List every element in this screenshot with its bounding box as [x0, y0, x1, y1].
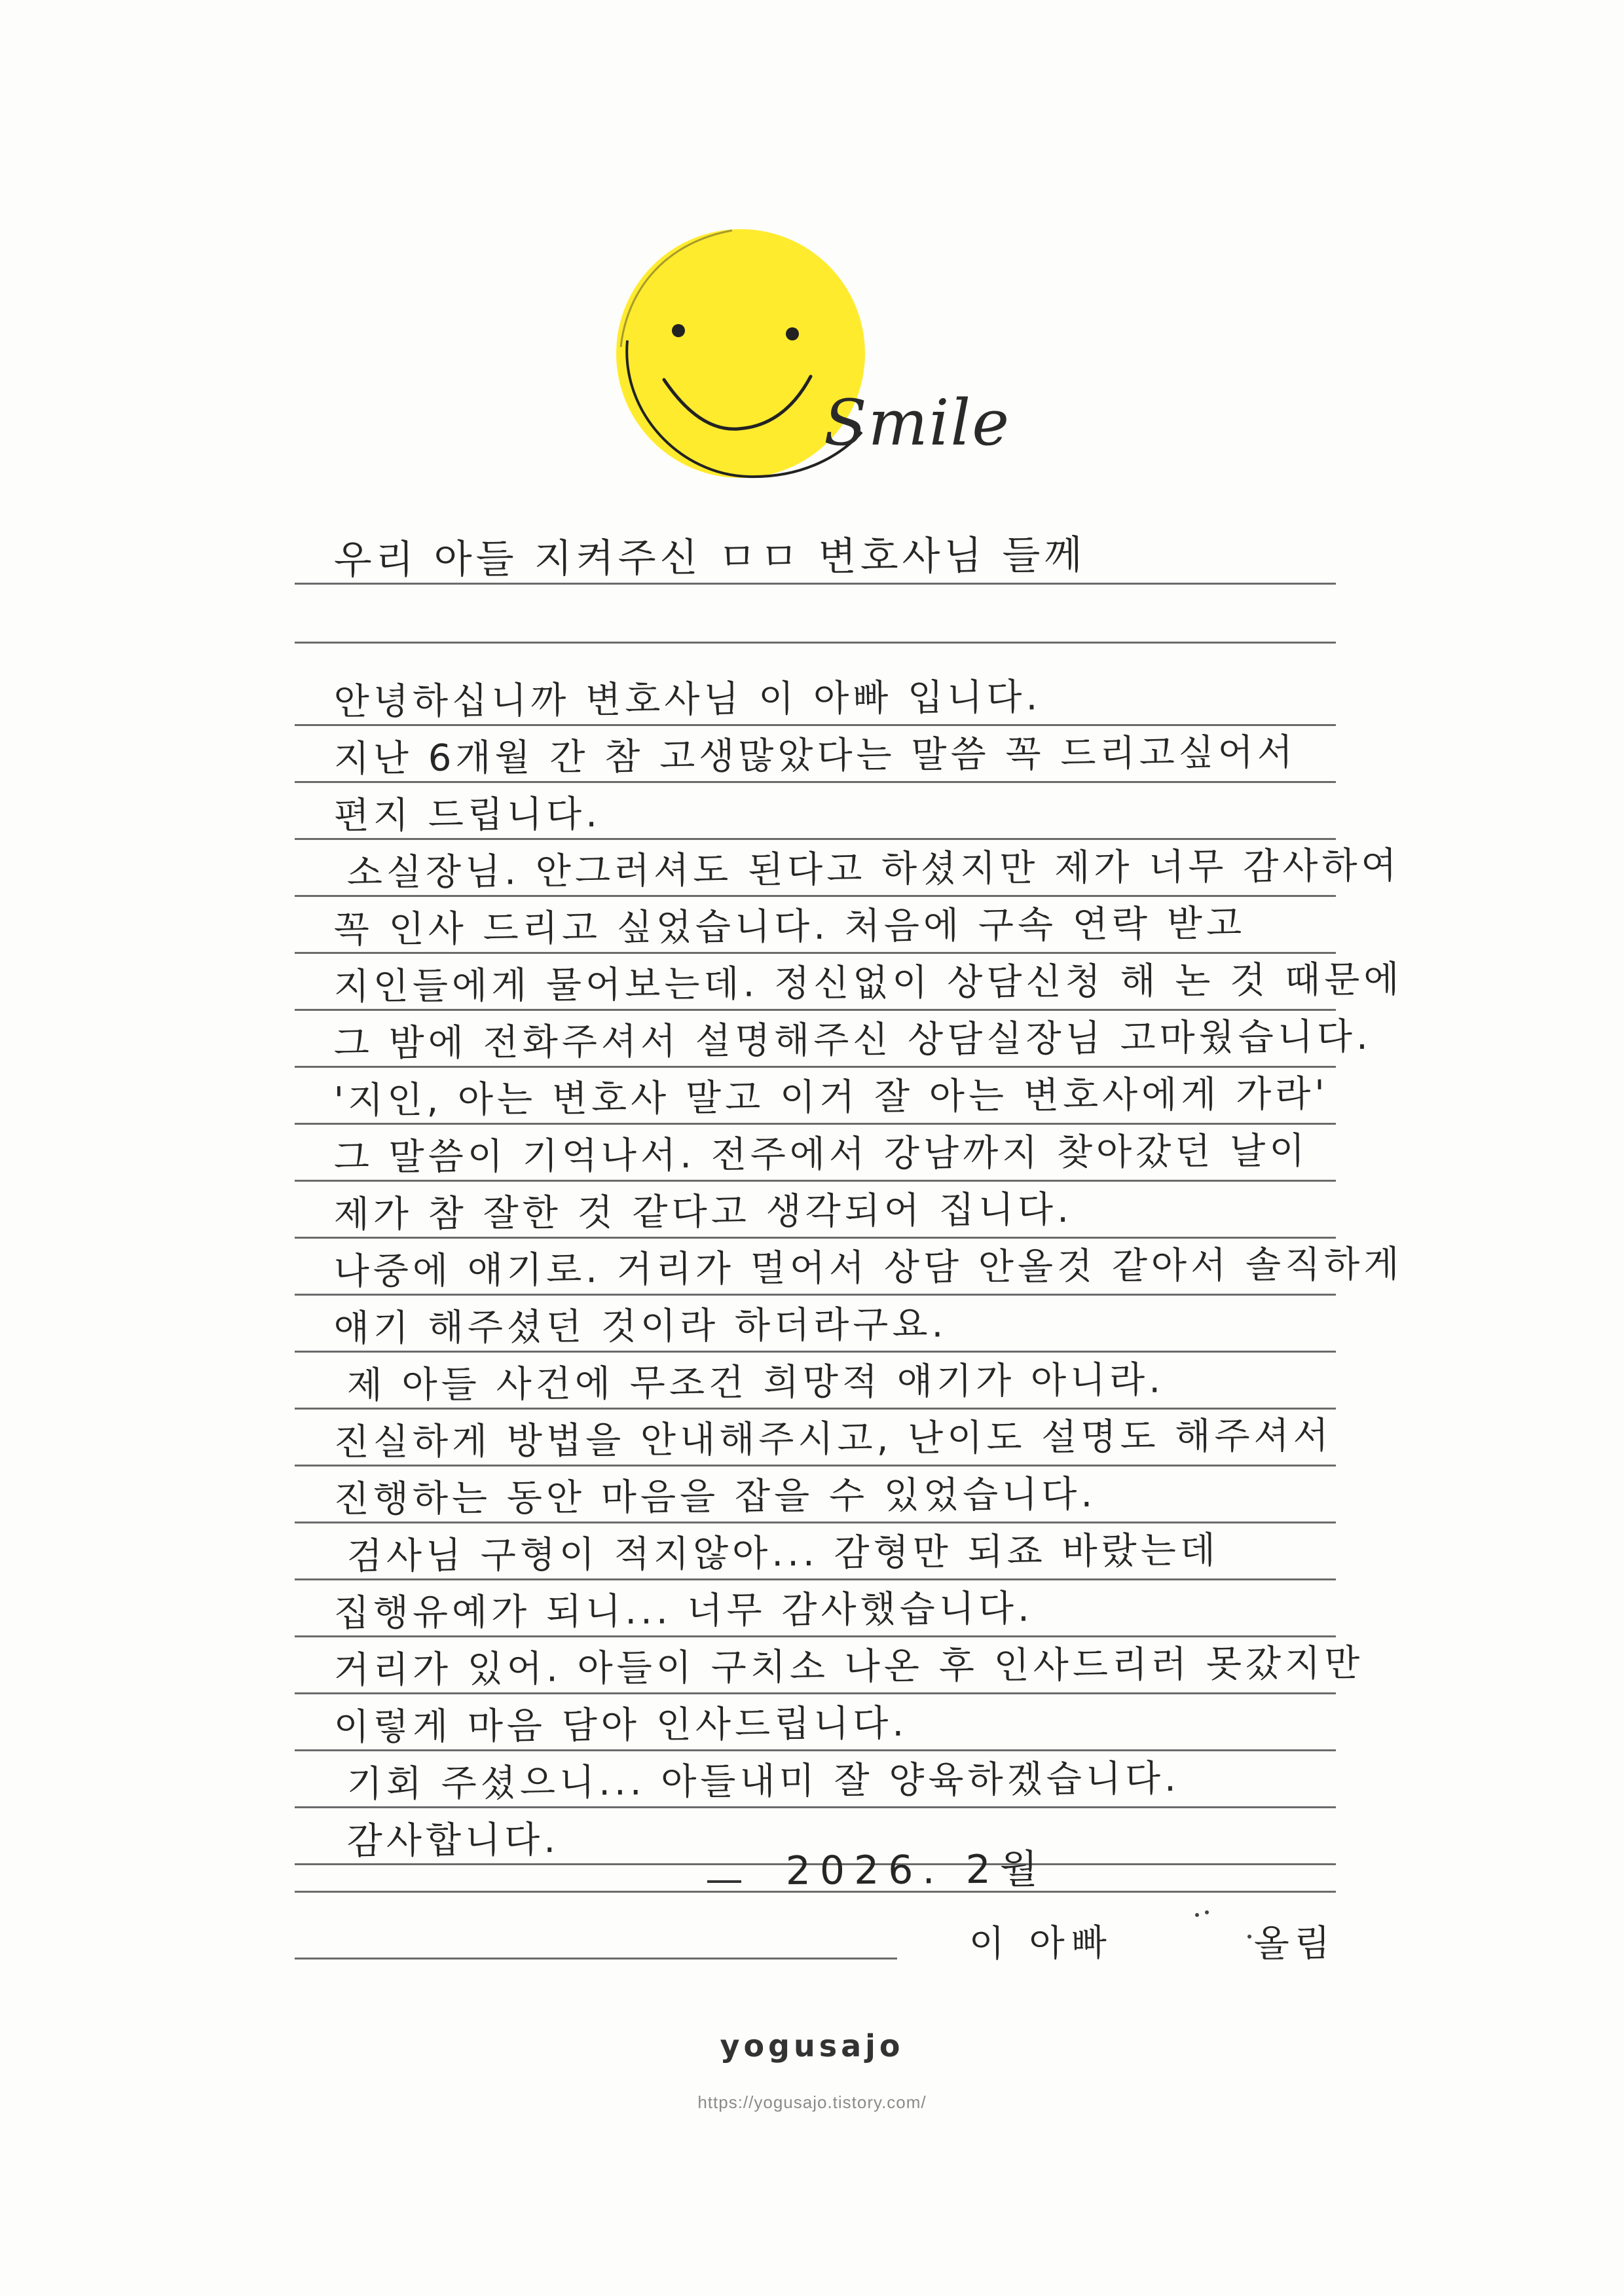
letter-line: 그 말씀이 기억나서. 전주에서 강남까지 찾아갔던 날이	[333, 1129, 1309, 1180]
letter-line: 소실장님. 안그러셔도 된다고 하셨지만 제가 너무 감사하여	[346, 844, 1401, 895]
letter-line: 집행유예가 되니... 너무 감사했습니다.	[333, 1587, 1033, 1635]
letter-line: 제가 참 잘한 것 같다고 생각되어 집니다.	[333, 1188, 1073, 1237]
letter-line: 나중에 얘기로. 거리가 멀어서 상담 안올것 같아서 솔직하게	[333, 1243, 1403, 1294]
letter-line: 그 밤에 전화주셔서 설명해주신 상담실장님 고마웠습니다.	[333, 1015, 1373, 1066]
rule-line	[295, 1578, 1336, 1580]
rule-line	[295, 1692, 1336, 1694]
rule-line	[295, 1958, 897, 1959]
letter-line: 편지 드립니다.	[333, 793, 602, 838]
rule-line	[295, 1294, 1336, 1296]
rule-line	[295, 1465, 1336, 1467]
rule-line	[295, 1806, 1336, 1808]
letter-line: 얘기 해주셨던 것이라 하더라구요.	[333, 1303, 948, 1350]
signature-closing: 올림	[1253, 1922, 1336, 1965]
letter-line: 검사님 구형이 적지않아... 감형만 되죠 바랐는데	[346, 1529, 1220, 1578]
letter-line: 꼭 인사 드리고 싶었습니다. 처음에 구속 연락 받고	[333, 902, 1246, 952]
footer-brand: yogusajo	[720, 2028, 904, 2064]
ink-dot	[1247, 1935, 1251, 1939]
salutation-line: 우리 아들 지켜주신 ㅁㅁ 변호사님 들께	[333, 532, 1086, 584]
letter-line: 지인들에게 물어보는데. 정신없이 상담신청 해 논 것 때문에	[333, 958, 1403, 1009]
rule-line	[295, 583, 1336, 585]
rule-line	[295, 1180, 1336, 1182]
letter-line: 제 아들 사건에 무조건 희망적 얘기가 아니라.	[346, 1358, 1165, 1407]
letter-line: 기회 주셨으니... 아들내미 잘 양육하겠습니다.	[346, 1757, 1181, 1806]
ink-dot	[1205, 1910, 1209, 1914]
letter-line: 지난 6개월 간 참 고생많았다는 말씀 꼭 드리고싶어서	[333, 731, 1297, 781]
letter-line: 감사합니다.	[346, 1818, 560, 1863]
rule-line	[295, 1891, 1336, 1893]
letter-line: 안녕하십니까 변호사님 이 아빠 입니다.	[333, 676, 1042, 724]
letter-line: '지인, 아는 변호사 말고 이거 잘 아는 변호사에게 가라'	[333, 1072, 1329, 1123]
letter-line: 진실하게 방법을 안내해주시고, 난이도 설명도 해주셔서	[333, 1414, 1333, 1464]
letter-line: 이렇게 마음 담아 인사드립니다.	[333, 1702, 908, 1749]
letter-date: 2026. 2월	[785, 1846, 1047, 1894]
signature-name: 이 아빠	[969, 1922, 1114, 1965]
ink-dot	[1195, 1913, 1199, 1917]
rule-line	[295, 1351, 1336, 1353]
dash-mark	[707, 1880, 741, 1883]
letter-line: 거리가 있어. 아들이 구치소 나온 후 인사드리러 못갔지만	[333, 1642, 1364, 1692]
letter-line: 진행하는 동안 마음을 잡을 수 있었습니다.	[333, 1472, 1097, 1521]
logo-smile-word: Smile	[824, 386, 1011, 460]
rule-line	[295, 781, 1336, 783]
rule-line	[295, 642, 1336, 644]
footer-url[interactable]: https://yogusajo.tistory.com/	[697, 2092, 927, 2112]
